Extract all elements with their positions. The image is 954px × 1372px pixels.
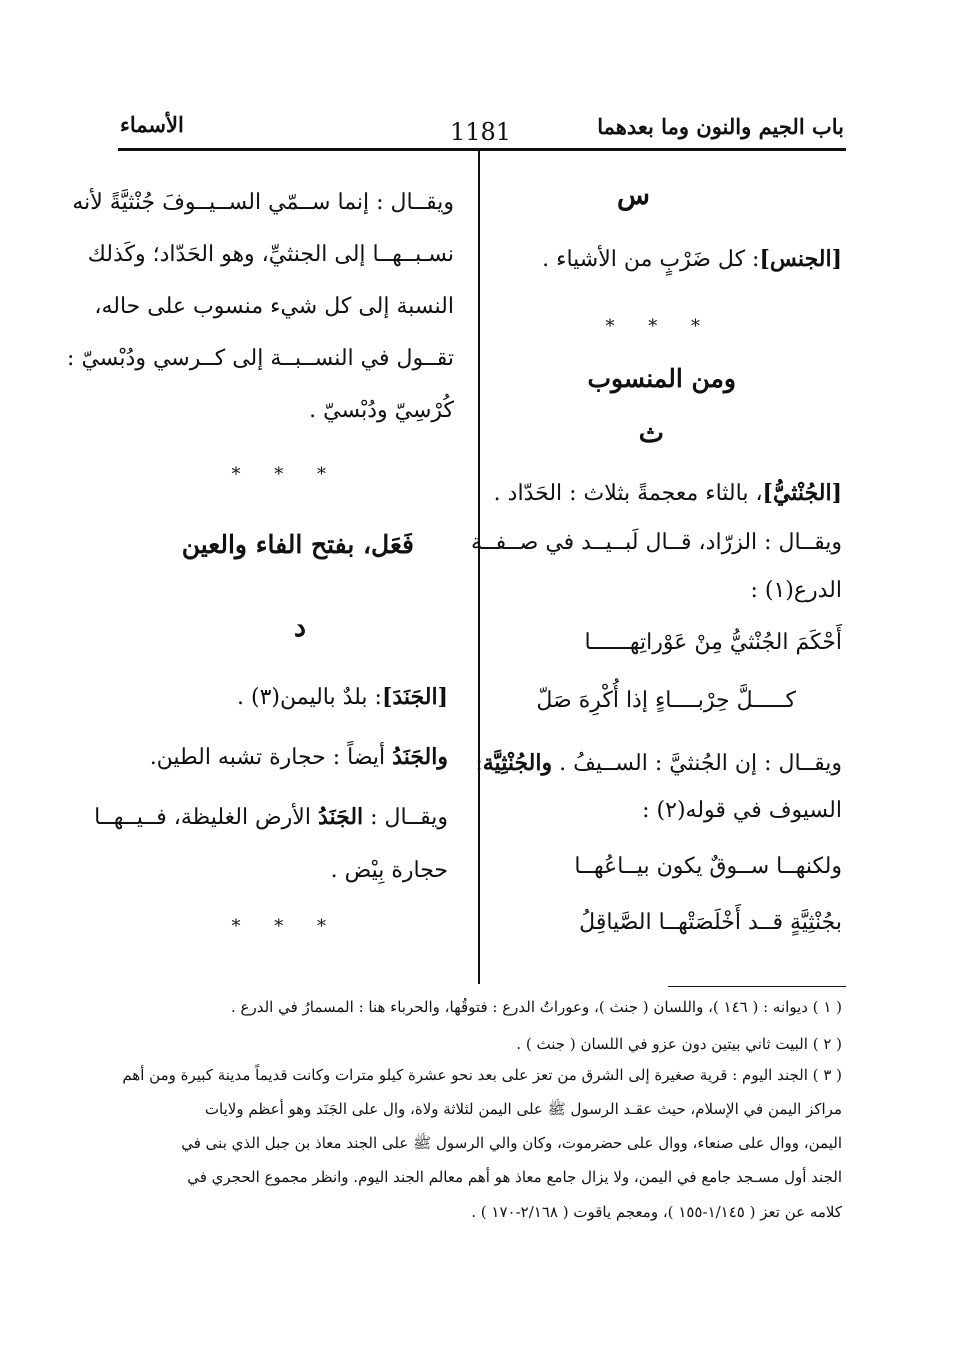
footnote-3-line-1: ( ٣ ) الجند اليوم : قرية صغيرة إلى الشرق من تعز على بعد نحو عشرة كيلو مترات وكانت قديماً مدينة كبيرة ومن أهم bbox=[122, 1066, 842, 1084]
headword-janad-2: والجَنَدُ bbox=[392, 744, 448, 770]
text-line-zarrad: ويقــال : الزرّاد، قــال لَبــيــد في صــفــة bbox=[470, 530, 842, 555]
text-line-sayf bbox=[475, 750, 842, 776]
footnote-3-line-2: مراكز اليمن في الإسلام، حيث عقـد الرسول ﷺ على اليمن لثلاثة ولاة، وال على الجَنَد وهو أعظم ولايات bbox=[204, 1100, 842, 1118]
column-divider bbox=[478, 150, 480, 984]
left-text-line-3: النسبة إلى كل شيء منسوب على حاله، bbox=[94, 294, 454, 319]
definition-jins: : كل ضَرْبٍ من الأشياء . bbox=[542, 247, 760, 272]
footnote-3-line-5: كلامه عن تعز ( ١/١٤٥-١٥٥ )، ومعجم ياقوت ( ٢/١٦٨-١٧٠ ) . bbox=[471, 1203, 842, 1221]
left-text-line-janad-4: حجارة بِيْض . bbox=[330, 858, 448, 883]
sayf-text: ويقــال : إن الجُنثيَّ : الســيفُ . bbox=[559, 751, 842, 776]
footnote-3-line-4: الجند أول مسـجد جامع في اليمن، ولا يزال جامع معاذ هو أهم معالم الجند اليوم. وانظر مجموع الحجري في bbox=[187, 1168, 842, 1186]
verse-line-4: بجُنْثِيَّةٍ قــد أَخْلَصَتْهــا الصَّياقِلُ bbox=[579, 910, 842, 935]
section-faal-heading: فَعَل، بفتح الفاء والعين bbox=[181, 530, 414, 559]
left-text-line-2: نسـبــهــا إلى الجنثيِّ، وهو الحَدّاد؛ وكَذلك bbox=[87, 242, 454, 267]
letter-sin-heading: س bbox=[617, 180, 650, 211]
entry-junthi bbox=[494, 480, 842, 506]
left-text-line-5: كُرْسِيّ ودُبْسيّ . bbox=[309, 398, 454, 423]
entry-jins bbox=[542, 246, 842, 272]
section-mansub-heading: ومن المنسوب bbox=[587, 364, 736, 393]
janad-3-prefix: ويقــال : bbox=[370, 805, 448, 830]
separator-stars-1: * * * bbox=[605, 316, 714, 337]
definition-janad: : بلدٌ باليمن(٣) . bbox=[236, 685, 382, 710]
headword-jins: [الجنس] bbox=[759, 246, 842, 272]
separator-stars-2: * * * bbox=[231, 464, 340, 485]
verse-line-2: كـــــلَّ حِرْبــــاءٍ إذا أُكْرِهَ صَلّ bbox=[536, 688, 796, 713]
definition-janad-3: الأرض الغليظة، فــيــهــا bbox=[94, 805, 311, 830]
definition-junthi: ، بالثاء معجمةً بثلاث : الحَدّاد . bbox=[493, 481, 763, 506]
footnote-2: ( ٢ ) البيت ثاني بيتين دون عزو في اللسان ( جنث ) . bbox=[516, 1035, 842, 1053]
verse-line-1: أَحْكَمَ الجُنْثيُّ مِنْ عَوْراتِهــــــا bbox=[584, 630, 842, 655]
footnote-1: ( ١ ) ديوانه : ( ١٤٦ )، واللسان ( جنث )، وعوراتُ الدرع : فتوقُها، والحرباء هنا : المسمارُ في الدرع . bbox=[230, 998, 842, 1016]
page-number: 1181 bbox=[450, 118, 512, 146]
footnote-3-line-3: اليمن، ووال على صنعاء، ووال على حضرموت، وكان والي الرسول ﷺ على الجند معاذ بن جبل الذي بنى في bbox=[181, 1134, 842, 1152]
headword-junthiyya: والجُنْثِيَّة bbox=[482, 750, 553, 776]
entry-janad-3 bbox=[94, 804, 448, 830]
sayf-colon: : bbox=[475, 751, 483, 776]
footnote-rule bbox=[668, 986, 846, 987]
letter-tha-heading: ث bbox=[638, 418, 664, 449]
left-text-line-1: ويقــال : إنما ســمّي الســيــوفَ جُنْثيَّةً لأنه bbox=[72, 190, 454, 215]
header-left-title: الأسماء bbox=[120, 112, 184, 137]
definition-janad-2: أيضاً : حجارة تشبه الطين. bbox=[149, 745, 386, 770]
header-right-title: باب الجيم والنون وما بعدهما bbox=[597, 114, 844, 139]
text-line-qawl: السيوف في قوله(٢) : bbox=[642, 798, 842, 823]
headword-janad-3: الجَنَدُ bbox=[317, 804, 364, 830]
left-text-line-4: تقــول في النســبــة إلى كــرسي ودُبْسيّ : bbox=[67, 346, 454, 371]
entry-janad bbox=[237, 684, 448, 710]
header-rule bbox=[118, 148, 846, 151]
verse-line-3: ولكنهــا ســوقٌ يكون بيــاعُهــا bbox=[574, 854, 842, 879]
entry-janad-2 bbox=[150, 744, 448, 770]
text-line-dir: الدرع(١) : bbox=[750, 578, 842, 603]
headword-janad: [الجَنَدَ] bbox=[381, 684, 448, 710]
headword-junthi: [الجُنْثيُّ] bbox=[762, 480, 842, 506]
separator-stars-3: * * * bbox=[231, 916, 340, 937]
letter-dal-heading: د bbox=[293, 612, 306, 643]
